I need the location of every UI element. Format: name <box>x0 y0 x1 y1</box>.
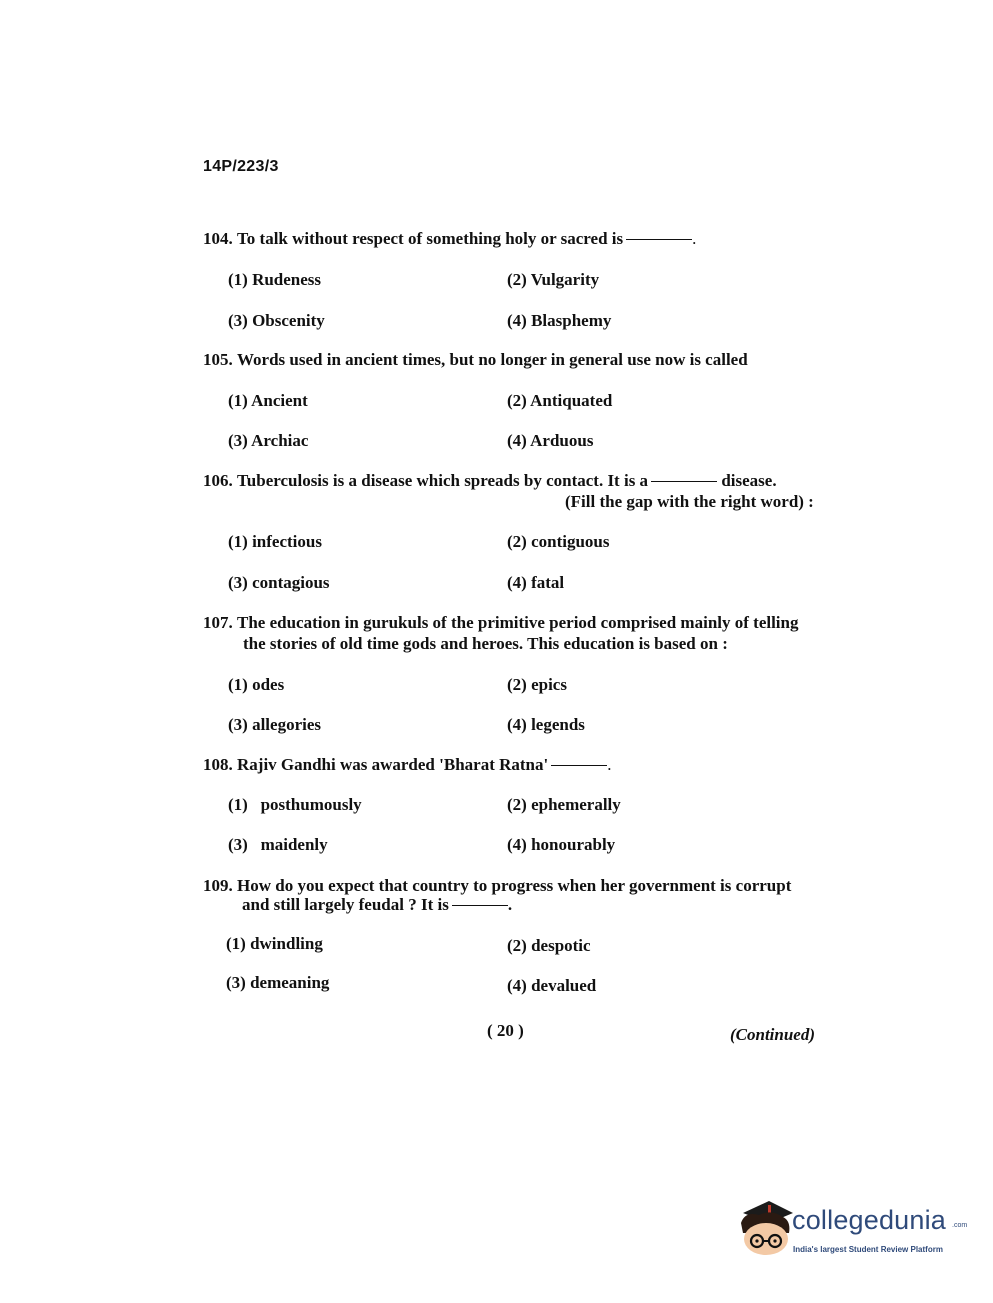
option-label: (2) <box>507 795 527 814</box>
option-1[interactable] <box>228 391 308 411</box>
question-105 <box>203 350 823 370</box>
continued-label: (Continued) <box>730 1025 816 1044</box>
option-text: dwindling <box>250 934 323 953</box>
option-text: despotic <box>531 936 591 955</box>
question-note: (Fill the gap with the right word) : <box>565 492 814 511</box>
question-number: 106. <box>203 471 233 490</box>
question-text: To talk without respect of something holy or sacred is <box>237 229 624 248</box>
option-text: honourably <box>531 835 616 854</box>
option-2[interactable] <box>507 391 612 411</box>
option-3[interactable] <box>228 311 325 331</box>
paper-code: 14P/223/3 <box>203 158 279 175</box>
option-text: Blasphemy <box>531 311 612 330</box>
answer-blank <box>452 905 508 906</box>
option-text: Obscenity <box>252 311 325 330</box>
option-1[interactable] <box>228 795 362 815</box>
option-label: (4) <box>507 715 527 734</box>
brand-tagline: India's largest Student Review Platform <box>793 1245 943 1254</box>
option-label: (2) <box>507 936 527 955</box>
option-label: (1) <box>228 532 248 551</box>
option-4[interactable] <box>507 431 593 451</box>
option-label: (1) <box>228 795 248 814</box>
question-number: 108. <box>203 755 233 774</box>
option-label: (3) <box>228 573 248 592</box>
option-text: Arduous <box>530 431 594 450</box>
question-text-after: disease. <box>721 471 777 490</box>
option-label: (1) <box>228 391 248 410</box>
option-3[interactable] <box>228 573 330 593</box>
option-4[interactable] <box>507 715 585 735</box>
option-3[interactable] <box>228 431 308 451</box>
option-label: (4) <box>507 976 527 995</box>
option-4[interactable] <box>507 311 611 331</box>
option-2[interactable] <box>507 675 567 695</box>
question-number: 109. <box>203 876 233 895</box>
option-label: (4) <box>507 573 527 592</box>
option-text: Antiquated <box>530 391 613 410</box>
option-text: maidenly <box>260 835 328 854</box>
option-label: (3) <box>226 973 246 992</box>
option-text: devalued <box>531 976 597 995</box>
option-text: legends <box>531 715 585 734</box>
question-number: 105. <box>203 350 233 369</box>
question-106 <box>203 471 823 491</box>
brand-domain: .com <box>952 1222 968 1229</box>
option-text: Archiac <box>251 431 309 450</box>
question-number: 107. <box>203 613 233 632</box>
option-label: (3) <box>228 835 248 854</box>
option-text: fatal <box>531 573 565 592</box>
option-label: (2) <box>507 532 527 551</box>
option-2[interactable] <box>507 270 599 290</box>
brand-name: collegedunia <box>792 1205 947 1235</box>
option-1[interactable] <box>228 270 321 290</box>
option-label: (1) <box>228 675 248 694</box>
option-text: ephemerally <box>531 795 621 814</box>
option-label: (2) <box>507 391 527 410</box>
page-number: ( 20 ) <box>487 1021 524 1040</box>
question-text: How do you expect that country to progress when her government is corrupt <box>237 876 792 895</box>
option-text: Rudeness <box>252 270 322 289</box>
option-label: (4) <box>507 431 527 450</box>
option-text: epics <box>531 675 567 694</box>
option-label: (3) <box>228 715 248 734</box>
question-108: 108. Rajiv Gandhi was awarded 'Bharat Ratna' . <box>203 755 612 774</box>
option-1[interactable] <box>228 532 322 552</box>
option-label: (1) <box>226 934 246 953</box>
option-3[interactable] <box>226 973 329 993</box>
option-label: (2) <box>507 675 527 694</box>
option-label: (3) <box>228 431 248 450</box>
answer-blank <box>651 481 717 482</box>
option-2[interactable] <box>507 795 621 815</box>
option-text: Vulgarity <box>530 270 600 289</box>
option-label: (3) <box>228 311 248 330</box>
question-104: 104. To talk without respect of something holy or sacred is . <box>203 229 697 248</box>
option-1[interactable] <box>228 675 284 695</box>
option-3[interactable] <box>228 835 328 855</box>
option-3[interactable] <box>228 715 321 735</box>
option-4[interactable] <box>507 976 596 996</box>
option-label: (2) <box>507 270 527 289</box>
question-text-line2-content: and still largely feudal ? It is <box>242 895 449 914</box>
option-text: allegories <box>252 715 321 734</box>
option-text: odes <box>252 675 285 694</box>
option-text: contiguous <box>531 532 610 551</box>
option-2[interactable] <box>507 936 591 956</box>
option-1[interactable] <box>226 934 323 954</box>
option-label: (4) <box>507 835 527 854</box>
option-4[interactable] <box>507 573 564 593</box>
question-text-line2: and still largely feudal ? It is . <box>242 895 513 914</box>
question-text: Tuberculosis is a disease which spreads by contact. It is a <box>237 471 649 490</box>
option-text: Ancient <box>251 391 308 410</box>
option-text: demeaning <box>250 973 330 992</box>
option-text: posthumously <box>260 795 362 814</box>
question-107 <box>203 613 823 633</box>
question-109 <box>203 876 823 896</box>
option-4[interactable] <box>507 835 615 855</box>
option-text: contagious <box>252 573 330 592</box>
question-number: 104. <box>203 229 233 248</box>
question-text: The education in gurukuls of the primitive period comprised mainly of telling <box>237 613 799 632</box>
option-label: (1) <box>228 270 248 289</box>
option-2[interactable] <box>507 532 610 552</box>
answer-blank <box>626 239 692 240</box>
question-text-line2: the stories of old time gods and heroes. This education is based on : <box>243 634 728 653</box>
question-text: Words used in ancient times, but no longer in general use now is called <box>237 350 748 369</box>
answer-blank <box>551 765 607 766</box>
question-text: Rajiv Gandhi was awarded 'Bharat Ratna' <box>237 755 549 774</box>
option-label: (4) <box>507 311 527 330</box>
option-text: infectious <box>252 532 322 551</box>
